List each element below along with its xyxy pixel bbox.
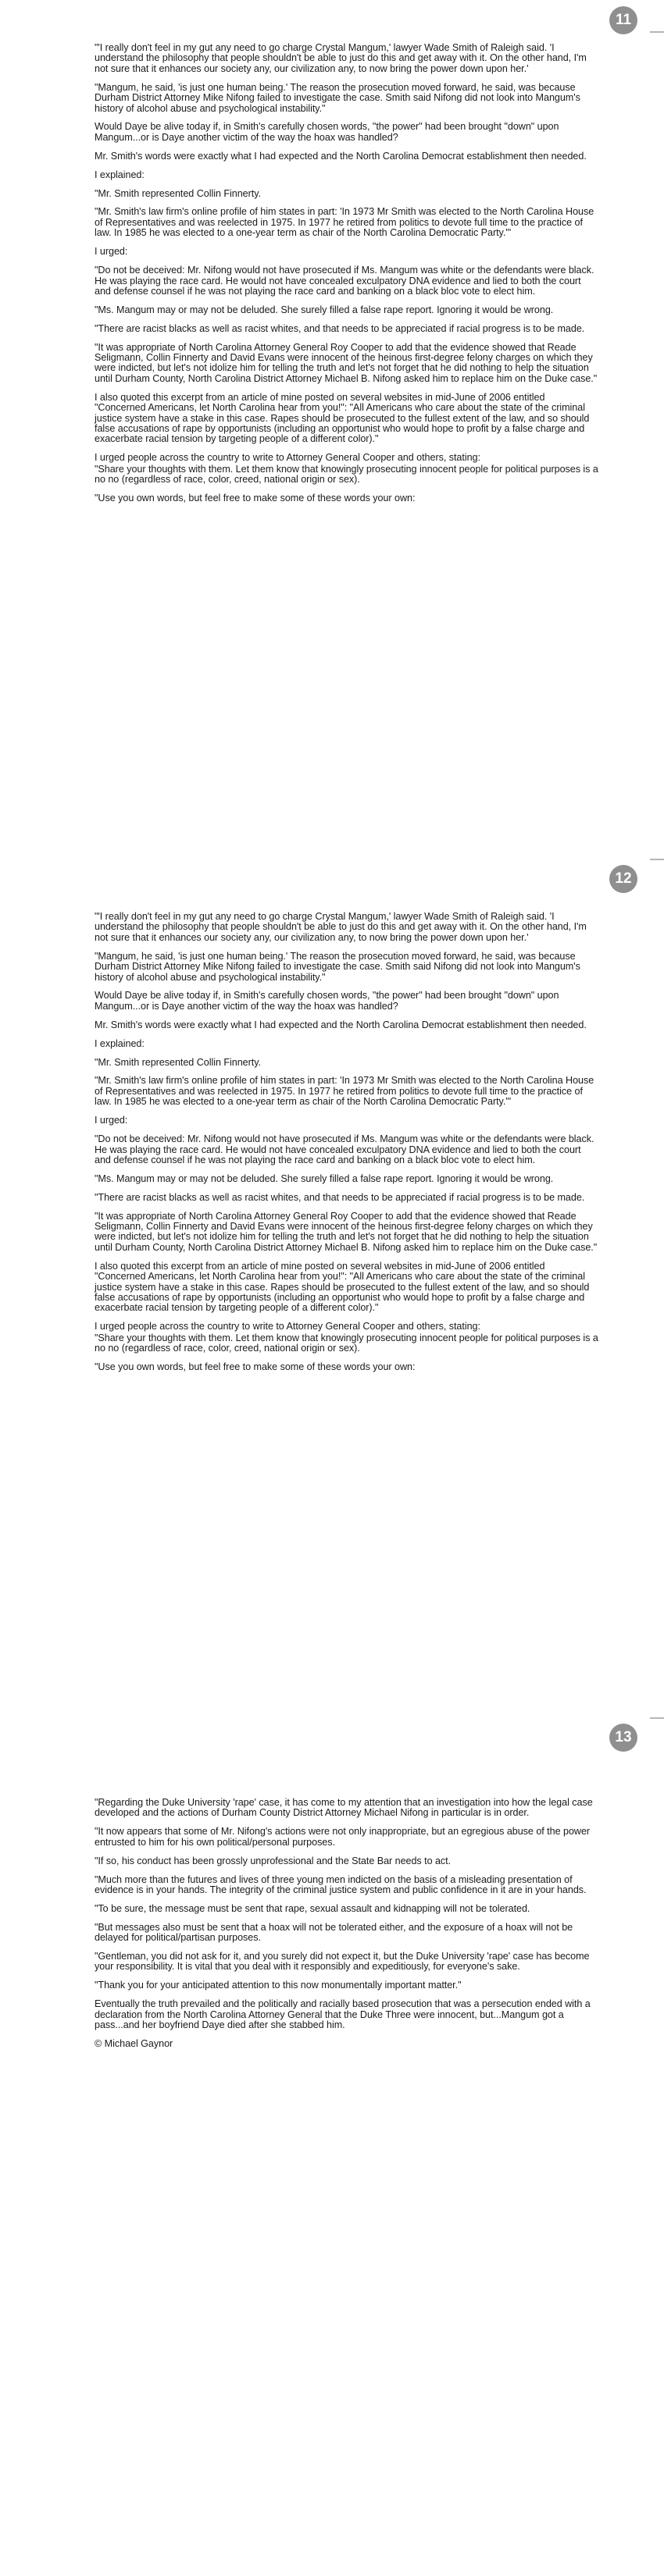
paragraph: "If so, his conduct has been grossly unprofessional and the State Bar needs to act. xyxy=(95,1855,452,1866)
paragraph: "Mr. Smith represented Collin Finnerty. xyxy=(95,1056,261,1068)
paragraph: Would Daye be alive today if, in Smith's carefully chosen words, "the power" had been brought "down" upon Mangum...or is Daye another victim of the way the hoax was handled? xyxy=(95,121,559,143)
paragraph: Mr. Smith's words were exactly what I had expected and the North Carolina Democrat establishment then needed. xyxy=(95,150,587,162)
paragraph: I urged people across the country to write to Attorney General Cooper and others, stating: xyxy=(95,452,480,464)
paragraph: "To be sure, the message must be sent that rape, sexual assault and kidnapping will not be tolerated. xyxy=(95,1902,530,1914)
paragraph: "There are racist blacks as well as racist whites, and that needs to be appreciated if racial progress is to be made. xyxy=(95,322,585,334)
paragraph: "Mangum, he said, 'is just one human being.' The reason the prosecution moved forward, he said, was because Durham District Attorney Mike Nifong failed to investigate the case. Smith said Nifong did not look into Mangum's history of alcohol abuse and psychological instability." xyxy=(95,81,580,114)
paragraph: "Ms. Mangum may or may not be deluded. She surely filled a false rape report. Ignoring it would be wrong. xyxy=(95,1172,554,1184)
paragraph: Mr. Smith's words were exactly what I had expected and the North Carolina Democrat establishment then needed. xyxy=(95,1019,587,1030)
paragraph: I also quoted this excerpt from an article of mine posted on several websites in mid-June of 2006 entitled "Concerned Americans, let North Carolina hear from you!": "All Americans who care about the state of the criminal justice system have a stake in this case. Rapes should be prosecuted to the fullest extent of the law, and so should false accusations of rape by opportunists (including an opportunist who would hope to profit by a false charge and exacerbate racial tension by targeting people of a different color)." xyxy=(95,1260,590,1314)
paragraph: Eventually the truth prevailed and the politically and racially based prosecution that was a persecution ended with a declaration from the North Carolina Attorney General that the Duke Three were innocent, but...Mangum got a pass...and her boyfriend Daye died after she stabbed him. xyxy=(95,1998,591,2031)
paragraph: "There are racist blacks as well as racist whites, and that needs to be appreciated if racial progress is to be made. xyxy=(95,1191,585,1203)
paragraph: "Use you own words, but feel free to make some of these words your own: xyxy=(95,493,416,503)
paragraph: "'I really don't feel in my gut any need to go charge Crystal Mangum,' lawyer Wade Smith of Raleigh said. 'I understand the philosophy that people shouldn't be able to just do this and get away with it. On the other hand, I'm not sure that it enhances our society any, our civilization any, to now bring the power down upon her.' xyxy=(95,42,587,74)
paragraph: "'I really don't feel in my gut any need to go charge Crystal Mangum,' lawyer Wade Smith of Raleigh said. 'I understand the philosophy that people shouldn't be able to just do this and get away with it. On the other hand, I'm not sure that it enhances our society any, our civilization any, to now bring the power down upon her.' xyxy=(95,911,587,943)
paragraph: I explained: xyxy=(95,169,145,180)
page-number-badge: 13 xyxy=(609,1724,637,1752)
paragraph: "Do not be deceived: Mr. Nifong would not have prosecuted if Ms. Mangum was white or the defendants were black. He was playing the race card. He would not have concealed exculpatory DNA evidence and lied to both the court and defense counsel if he was not playing the race card and banking on a black bloc vote to elect him. xyxy=(95,265,594,297)
paragraph: "Thank you for your anticipated attention to this now monumentally important matter." xyxy=(95,1980,462,1991)
paragraph: "It was appropriate of North Carolina Attorney General Roy Cooper to add that the evidence showed that Reade Seligmann, Collin Finnerty and David Evans were innocent of the heinous first-degree felony charges on which they were indicted, but let's not idolize him for telling the truth and let's not forget that he did nothing to help the situation until Durham County, North Carolina District Attorney Michael B. Nifong asked him to replace him on the Duke case." xyxy=(95,341,598,384)
paragraph: I explained: xyxy=(95,1037,145,1049)
paragraph: I urged: xyxy=(95,1115,128,1126)
paragraph: "It now appears that some of Mr. Nifong's actions were not only inappropriate, but an egregious abuse of the power entrusted to him for his own political/personal purposes. xyxy=(95,1826,591,1848)
paragraph: "But messages also must be sent that a hoax will not be tolerated either, and the exposure of a hoax will not be delayed for political/partisan purposes. xyxy=(95,1921,573,1944)
paragraph: "Ms. Mangum may or may not be deluded. She surely filled a false rape report. Ignoring it would be wrong. xyxy=(95,304,554,315)
paragraph: "Share your thoughts with them. Let them know that knowingly prosecuting innocent people for political purposes is a no no (regardless of race, color, creed, national origin or sex). xyxy=(95,463,598,486)
paragraph: "Mr. Smith's law firm's online profile of him states in part: 'In 1973 Mr Smith was elected to the North Carolina House of Representatives and was reelected in 1975. In 1977 he retired from politics to devote full time to the practice of law. In 1985 he was elected to a one-year term as chair of the North Carolina Democratic Party.'" xyxy=(95,1075,594,1108)
paragraph: "Do not be deceived: Mr. Nifong would not have prosecuted if Ms. Mangum was white or the defendants were black. He was playing the race card. He would not have concealed exculpatory DNA evidence and lied to both the court and defense counsel if he was not playing the race card and banking on a black bloc vote to elect him. xyxy=(95,1133,594,1165)
paragraph: "Use you own words, but feel free to make some of these words your own: xyxy=(95,1361,416,1372)
paragraph: "Mr. Smith represented Collin Finnerty. xyxy=(95,187,261,199)
copyright-signature: © Michael Gaynor xyxy=(95,2038,173,2049)
page-body xyxy=(95,912,598,1381)
paragraph: "Gentleman, you did not ask for it, and you surely did not expect it, but the Duke University 'rape' case has become your responsibility. It is vital that you deal with it responsibly and expeditiously, for everyone's sake. xyxy=(95,1951,590,1973)
page-body xyxy=(95,1798,598,2058)
page-edge-marker xyxy=(650,31,664,33)
paragraph: "Regarding the Duke University 'rape' case, it has come to my attention that an investigation into how the legal case developed and the actions of Durham County District Attorney Michael Nifong in particular is in order. xyxy=(95,1797,593,1819)
page-body xyxy=(95,43,598,512)
paragraph: "It was appropriate of North Carolina Attorney General Roy Cooper to add that the evidence showed that Reade Seligmann, Collin Finnerty and David Evans were innocent of the heinous first-degree felony charges on which they were indicted, but let's not idolize him for telling the truth and let's not forget that he did nothing to help the situation until Durham County, North Carolina District Attorney Michael B. Nifong asked him to replace him on the Duke case." xyxy=(95,1210,598,1253)
paragraph: "Share your thoughts with them. Let them know that knowingly prosecuting innocent people for political purposes is a no no (regardless of race, color, creed, national origin or sex). xyxy=(95,1332,598,1354)
page-edge-marker xyxy=(650,859,664,860)
paragraph: I also quoted this excerpt from an article of mine posted on several websites in mid-June of 2006 entitled "Concerned Americans, let North Carolina hear from you!": "All Americans who care about the state of the criminal justice system have a stake in this case. Rapes should be prosecuted to the fullest extent of the law, and so should false accusations of rape by opportunists (including an opportunist who would hope to profit by a false charge and exacerbate racial tension by targeting people of a different color)." xyxy=(95,391,590,445)
page-edge-marker xyxy=(650,1717,664,1719)
paragraph: I urged people across the country to write to Attorney General Cooper and others, stating: xyxy=(95,1321,480,1332)
page-number-badge: 11 xyxy=(609,6,637,34)
paragraph: "Mr. Smith's law firm's online profile of him states in part: 'In 1973 Mr Smith was elected to the North Carolina House of Representatives and was reelected in 1975. In 1977 he retired from politics to devote full time to the practice of law. In 1985 he was elected to a one-year term as chair of the North Carolina Democratic Party.'" xyxy=(95,206,594,239)
paragraph: Would Daye be alive today if, in Smith's carefully chosen words, "the power" had been brought "down" upon Mangum...or is Daye another victim of the way the hoax was handled? xyxy=(95,990,559,1012)
page-number-badge: 12 xyxy=(609,865,637,893)
paragraph: "Much more than the futures and lives of three young men indicted on the basis of a misleading presentation of evidence is in your hands. The integrity of the criminal justice system and public confidence in it are in your hands. xyxy=(95,1873,587,1895)
paragraph: "Mangum, he said, 'is just one human being.' The reason the prosecution moved forward, he said, was because Durham District Attorney Mike Nifong failed to investigate the case. Smith said Nifong did not look into Mangum's history of alcohol abuse and psychological instability." xyxy=(95,950,580,983)
paragraph: I urged: xyxy=(95,246,128,258)
